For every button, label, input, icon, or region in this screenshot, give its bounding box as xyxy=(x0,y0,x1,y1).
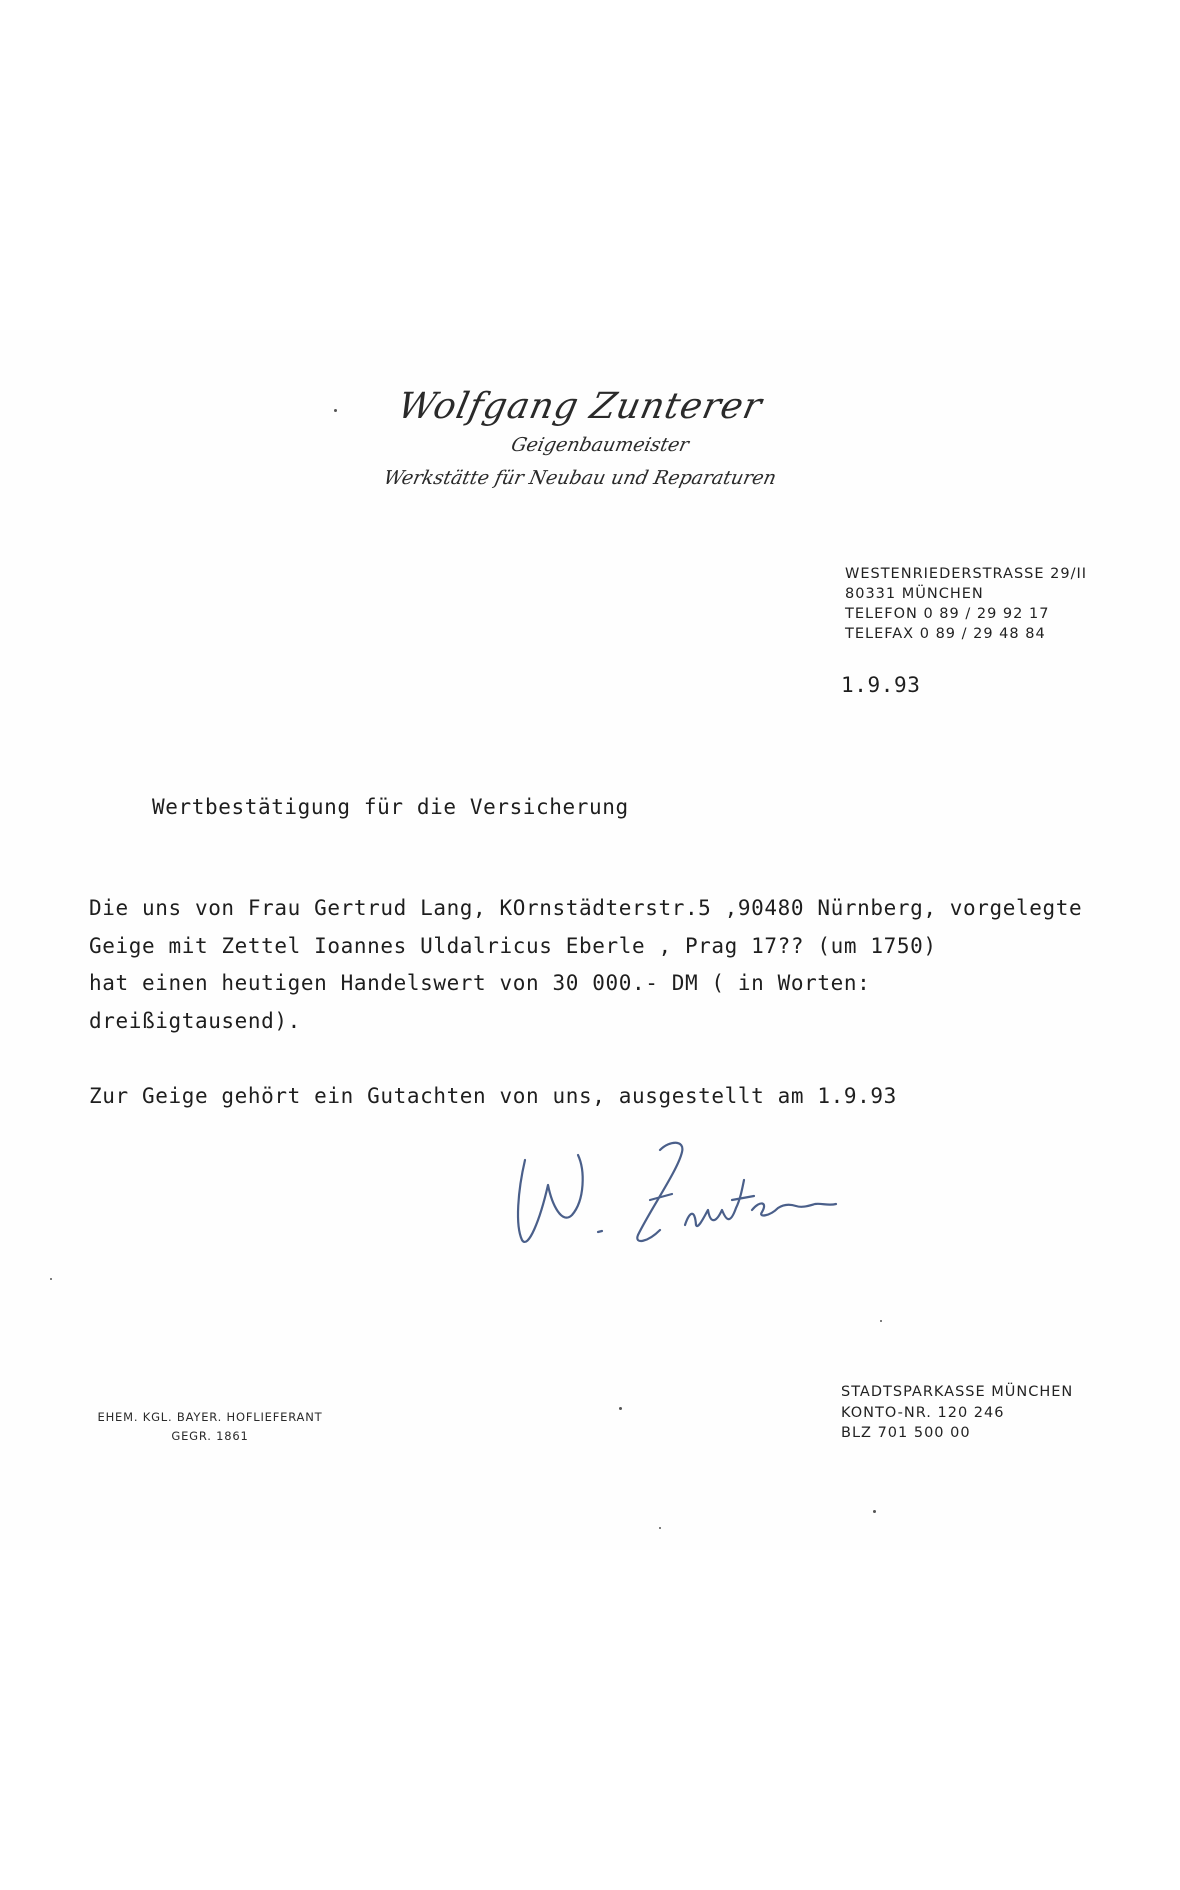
letterhead xyxy=(330,385,830,495)
scan-speck xyxy=(659,1527,661,1529)
footer-left xyxy=(80,1408,340,1446)
footer-line: GEGR. 1861 xyxy=(171,1429,249,1443)
scan-speck xyxy=(873,1510,876,1513)
footer-line: EHEM. KGL. BAYER. HOFLIEFERANT xyxy=(97,1410,323,1424)
body-paragraph xyxy=(89,890,1089,1040)
letterhead-subtitle: Werkstätte für Neubau und Reparaturen xyxy=(381,467,779,489)
body-line: Geige mit Zettel Ioannes Uldalricus Eberle , Prag 17?? (um 1750) xyxy=(89,933,937,958)
scan-speck xyxy=(334,409,337,412)
bank-code: BLZ 701 500 00 xyxy=(841,1425,971,1441)
phone-line: TELEFON 0 89 / 29 92 17 xyxy=(845,606,1050,622)
bank-name: STADTSPARKASSE MÜNCHEN xyxy=(841,1384,1074,1400)
sender-address xyxy=(845,564,1087,644)
body-line: hat einen heutigen Handelswert von 30 000.- DM ( in Worten: xyxy=(89,971,871,995)
body-line: Die uns von Frau Gertrud Lang, KOrnstädterstr.5 ,90480 Nürnberg, vorgelegte xyxy=(89,896,1083,920)
fax-line: TELEFAX 0 89 / 29 48 84 xyxy=(845,626,1046,642)
handwritten-signature xyxy=(510,1130,910,1260)
bank-details xyxy=(841,1382,1073,1444)
letterhead-title: Geigenbaumeister xyxy=(509,434,691,456)
scan-speck xyxy=(50,1278,52,1280)
letter-date: 1.9.93 xyxy=(841,673,921,697)
address-line: 80331 MÜNCHEN xyxy=(845,586,984,602)
letter-subject: Wertbestätigung für die Versicherung xyxy=(152,795,629,819)
body-line: dreißigtausend). xyxy=(89,1008,301,1033)
scan-speck xyxy=(880,1320,882,1322)
address-line: WESTENRIEDERSTRASSE 29/II xyxy=(845,566,1088,582)
body-paragraph: Zur Geige gehört ein Gutachten von uns, ausgestellt am 1.9.93 xyxy=(89,1084,897,1108)
account-number: KONTO-NR. 120 246 xyxy=(841,1404,1005,1421)
scan-speck xyxy=(619,1407,622,1410)
letterhead-name: Wolfgang Zunterer xyxy=(394,386,767,427)
letter-body xyxy=(89,890,1089,1116)
